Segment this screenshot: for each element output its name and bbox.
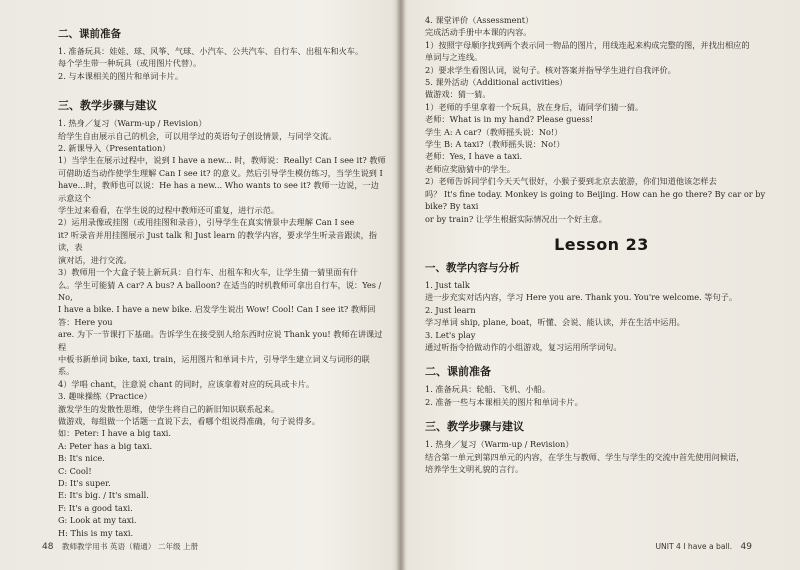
text-line: 老师：Yes, I have a taxi. xyxy=(425,151,523,162)
text-line: 1）按照字母顺序找到两个表示同一物品的图片，用线连起来构成完整的图，并找出相应的 xyxy=(425,39,750,50)
text-line: 1）当学生在展示过程中，说到 I have a new... 时，教师说：Really! Can I see it? 教师 xyxy=(58,155,386,166)
text-line: I have a bike. I have a new bike. 启发学生说出 Wow! Cool! Can I see it? 教师回答：Here you xyxy=(58,304,376,327)
text-line: 每个学生带一种玩具（或用图片代替）。 xyxy=(58,58,202,69)
text-line: 结合第一单元到第四单元的内容，在学生与教师、学生与学生的交流中首先使用问候语， xyxy=(425,451,745,462)
text-line: 通过听指令拾做动作的小组游戏，复习运用所学词句。 xyxy=(425,341,622,352)
text-line: F: It's a good taxi. xyxy=(58,502,133,513)
text-line: B: It's nice. xyxy=(58,453,105,464)
text-line: 2）要求学生看图认词，说句子。核对答案并指导学生进行自我评价。 xyxy=(425,64,676,75)
text-line: 2. Just learn xyxy=(425,304,476,315)
text-line: 吗？ It's fine today. Monkey is going to Beijing. How can he go there? By car or by bike? By taxi xyxy=(425,188,766,212)
text-line: 3. 趣味操练（Practice） xyxy=(58,391,152,402)
text-line: 完成活动手册中本课的内容。 xyxy=(425,27,532,38)
text-line: 么。学生可能猜 A car? A bus? A balloon? 在适当的时机教师可拿出自行车，说：Yes / No, xyxy=(58,279,382,302)
text-line: 老师应奖励猜中的学生。 xyxy=(425,163,516,174)
text-line: 3）教师用一个大盒子装上新玩具：自行车、出租车和火车，让学生猜一猜里面有什 xyxy=(58,267,358,278)
text-line: 如：Peter: I have a big taxi. xyxy=(58,428,172,439)
text-line: 2. 新课导入（Presentation） xyxy=(58,143,171,154)
text-line: D: It's super. xyxy=(58,478,111,488)
text-line: E: It's big. / It's small. xyxy=(58,490,149,501)
text-line: 进一步充实对话内容，学习 Here you are. Thank you. You're welcome. 等句子。 xyxy=(425,292,738,303)
text-line: C: Cool! xyxy=(58,465,92,476)
text-line: 培养学生文明礼貌的言行。 xyxy=(425,463,524,474)
page-number: 48 xyxy=(42,542,54,552)
text-line: 1. 准备玩具：轮船、飞机、小船。 xyxy=(425,384,551,395)
right-page xyxy=(403,0,800,570)
text-line: 学习单词 ship, plane, boat，听懂、会说、能认读，并在生活中运用。 xyxy=(425,317,685,328)
text-line: 3. Let's play xyxy=(425,329,476,340)
text-line: 激发学生的发散性思维，使学生将自己的新旧知识联系起来。 xyxy=(58,403,280,414)
text-line: are. 为下一节课打下基础。告诉学生在接受别人给东西时应说 Thank you! 教师在讲课过程 xyxy=(58,329,383,352)
section-heading: 三、教学步骤与建议 xyxy=(58,99,157,113)
text-line: have...时，教师也可以说：He has a new... Who wants to see it? 教师一边说，一边示意这个 xyxy=(58,180,379,203)
lesson-title: Lesson 23 xyxy=(554,234,649,254)
text-line: 老师：What is in my hand? Please guess! xyxy=(425,114,594,125)
text-line: 学生 A: A car?（教师摇头说：No!） xyxy=(425,126,563,137)
text-line: 可借助适当动作使学生理解 Can I see it? 的意义。然后引导学生模仿练习，当学生说到 I xyxy=(58,167,383,178)
text-line: 4）学唱 chant，注意说 chant 的同时，应该拿着对应的玩具或卡片。 xyxy=(58,378,315,389)
text-line: 学生 B: A taxi?（教师摇头说：No!） xyxy=(425,139,565,150)
text-line: it? 听录音并用挂图展示 Just talk 和 Just learn 的教学内容，要求学生听录音跟读，指读，表 xyxy=(58,229,377,253)
text-line: 4. 课堂评价（Assessment） xyxy=(425,15,534,25)
text-line: 5. 课外活动（Additional activities） xyxy=(425,77,568,88)
text-line: H: This is my taxi. xyxy=(58,527,134,538)
running-footer: 教师教学用书 英语（精通） 二年级 上册 xyxy=(61,542,199,551)
text-line: 2）运用录像或挂图（或用挂图和录音），引导学生在真实情景中去理解 Can I see xyxy=(58,217,355,228)
text-line: or by train? 让学生根据实际情况出一个好主意。 xyxy=(425,213,607,224)
text-line: 给学生自由展示自己的机会，可以用学过的英语句子创设情景，与同学交流。 xyxy=(58,130,337,141)
text-line: 1）老师的手里拿着一个玩具，放在身后，请同学们猜一猜。 xyxy=(425,101,644,112)
right-footer xyxy=(655,542,758,552)
running-footer: UNIT 4 I have a ball. xyxy=(655,542,733,551)
text-line: 1. 热身／复习（Warm-up / Revision） xyxy=(425,439,574,450)
text-line: 做游戏，每组做一个话题一直说下去，看哪个组说得准确，句子说得多。 xyxy=(58,415,321,426)
text-line: 1. 准备玩具：娃娃、球、风筝、气球、小汽车、公共汽车、自行车、出租车和火车。 xyxy=(58,46,364,56)
text-line: 2. 准备一些与本课相关的图片和单词卡片。 xyxy=(425,396,583,407)
text-line: 2. 与本课相关的图片和单词卡片。 xyxy=(58,70,184,81)
text-line: 2）老师告诉同学们今天天气很好，小猴子要到北京去旅游，你们知道他该怎样去 xyxy=(425,176,717,187)
text-line: 1. 热身／复习（Warm-up / Revision） xyxy=(58,118,207,129)
text-line: 学生过来看看，在学生说的过程中教师还可重复，进行示范。 xyxy=(58,205,280,216)
text-line: 1. Just talk xyxy=(425,279,470,290)
left-footer xyxy=(36,541,198,552)
text-line: 做游戏：猜一猜。 xyxy=(425,89,491,100)
text-line: 中板书新单词 bike, taxi, train，运用图片和单词卡片，引导学生建立词义与词形的联系。 xyxy=(58,353,370,377)
text-line: A: Peter has a big taxi. xyxy=(58,440,153,451)
page-number: 49 xyxy=(740,542,752,552)
text-line: G: Look at my taxi. xyxy=(58,515,137,526)
text-line: 演对话，进行交流。 xyxy=(58,254,132,265)
section-heading: 三、教学步骤与建议 xyxy=(425,420,524,434)
section-heading: 一、教学内容与分析 xyxy=(425,261,520,274)
section-heading: 二、课前准备 xyxy=(58,28,121,40)
text-line: 单词与之连线。 xyxy=(425,52,483,63)
section-heading: 二、课前准备 xyxy=(425,365,491,379)
